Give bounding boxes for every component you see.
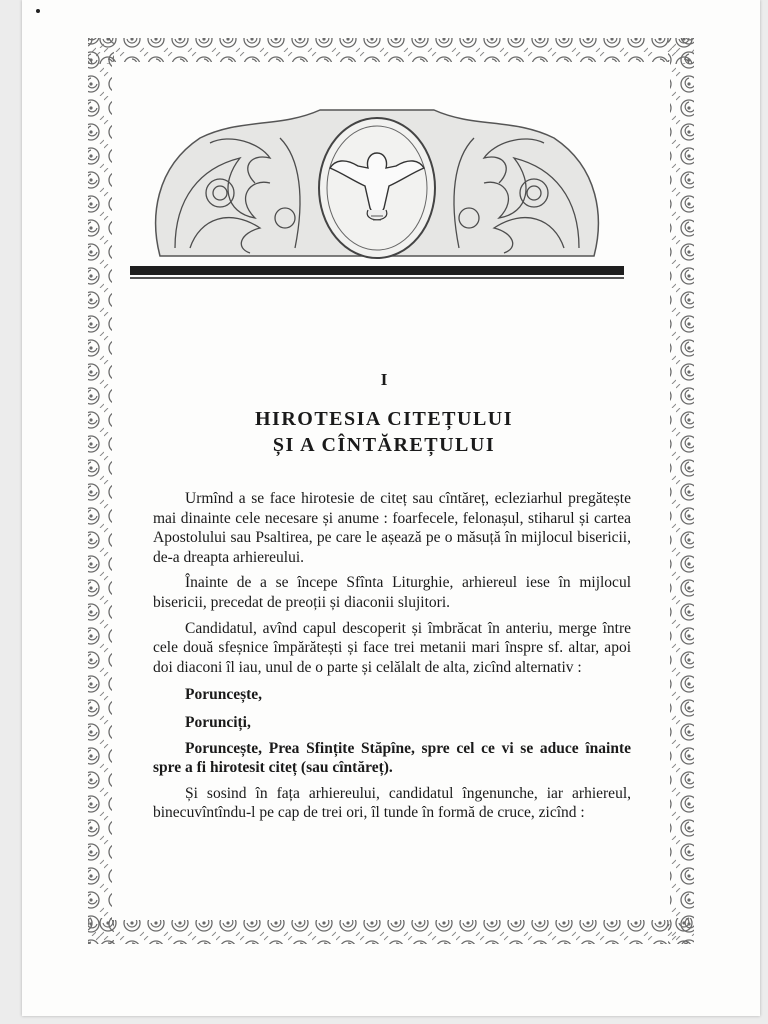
ornamental-headpiece-dove: [130, 98, 624, 283]
paragraph: Candidatul, avînd capul descoperit și îmbrăcat în anteriu, merge între cele două sfeșnice împărătești și face trei metanii mari înspre sf. altar, apoi doi diaconi îl iau, unul de o parte și celălalt de alta, zicînd alternativ :: [153, 619, 631, 676]
closing-paragraph: Și sosind în fața arhiereului, candidatul îngenunche, iar arhiereul, binecuvîntîndu-l pe cap de trei ori, îl tunde în formă de cruce, zicînd :: [153, 784, 631, 822]
paragraph: Înainte de a se începe Sfînta Liturghie, arhiereul iese în mijlocul bisericii, precedat de preoții și diaconii slujitori.: [153, 574, 631, 611]
body-text: [153, 489, 631, 829]
final-response: Poruncește, Prea Sfințite Stăpîne, spre cel ce vi se aduce înainte spre a fi hirotesit citeț (sau cîntăreț).: [153, 739, 631, 777]
chapter-title-line-2: ȘI A CÎNTĂREȚULUI: [272, 434, 496, 456]
paragraph: Urmînd a se face hirotesie de citeț sau cîntăreț, ecleziarhul pregătește mai dinainte cele necesare și anume : foarfecele, felonașul, stiharul și cartea Apostolului sau Psaltirea, pe care le așează pe o măsuță în mijlocul bisericii, de-a dreapta arhiereului.: [153, 490, 631, 566]
corner-mark: [36, 9, 40, 13]
chapter-number: I: [380, 370, 388, 389]
response-line: Poruncește,: [185, 686, 263, 704]
response-line: Porunciți,: [185, 713, 251, 731]
chapter-title-line-1: HIROTESIA CITEȚULUI: [254, 408, 514, 430]
